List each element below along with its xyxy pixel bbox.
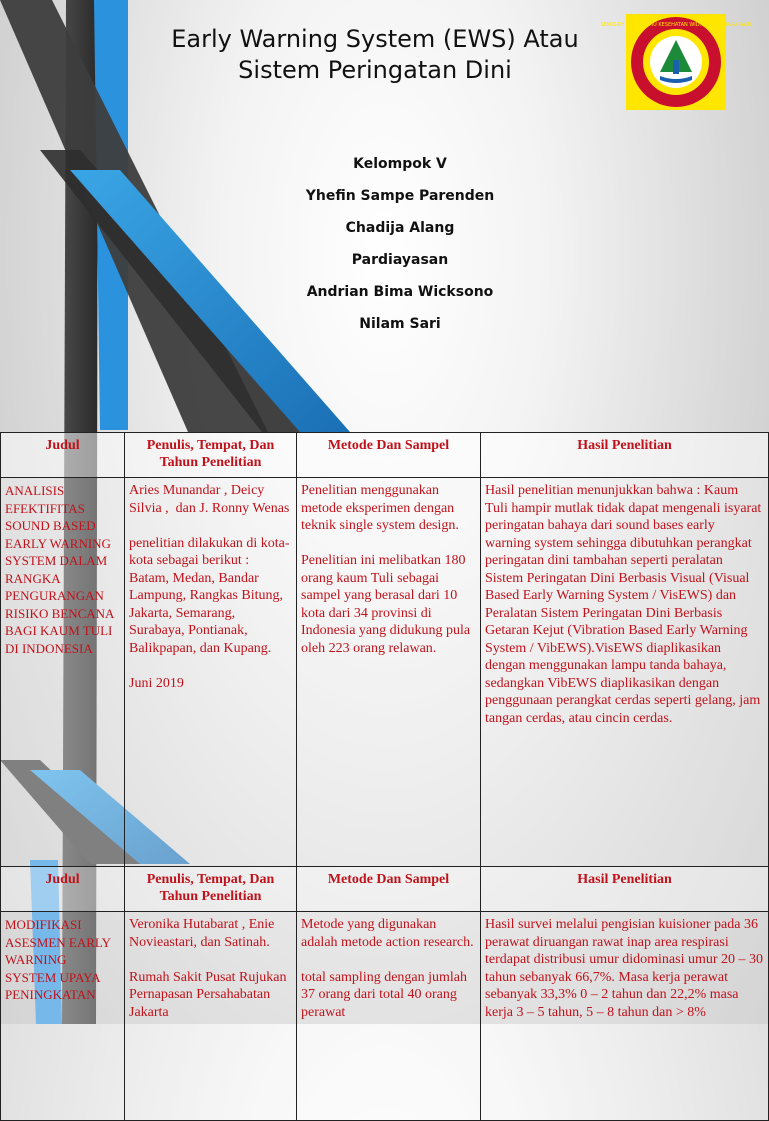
header-penulis: Penulis, Tempat, Dan Tahun Penelitian [125,433,297,478]
member-line: Kelompok V [353,156,447,172]
member-line: Andrian Bima Wicksono [306,284,494,300]
group-members [230,152,570,344]
cell-penulis: Veronika Hutabarat , Enie Novieastari, dan Satinah. Rumah Sakit Pusat Rujukan Pernapasan Persahabatan Jakarta [125,912,297,1121]
cell-judul: MODIFIKASI ASESMEN EARLY WARNING SYSTEM UPAYA PENINGKATAN [1,912,125,1121]
emblem-lettering: SEKOLAH TINGGI ILMU KESEHATAN WIDYA NUSANTARA PALU [600,22,752,28]
research-table-2 [0,866,769,1121]
member-line: Chadija Alang [345,220,455,236]
header-hasil: Hasil Penelitian [481,867,769,912]
member-line: Pardiayasan [351,252,449,268]
research-table-1 [0,432,769,867]
header-judul: Judul [1,867,125,912]
table-header-row [1,867,769,912]
school-emblem-icon [600,14,752,110]
header-penulis: Penulis, Tempat, Dan Tahun Penelitian [125,867,297,912]
header-metode: Metode Dan Sampel [297,867,481,912]
table-row [1,912,769,1121]
cell-metode: Metode yang digunakan adalah metode action research. total sampling dengan jumlah 37 orang dari total 40 orang perawat [297,912,481,1121]
member-line: Nilam Sari [359,316,441,332]
header-hasil: Hasil Penelitian [481,433,769,478]
table-row [1,478,769,867]
table-header-row [1,433,769,478]
header-metode: Metode Dan Sampel [297,433,481,478]
slide-title: Early Warning System (EWS) Atau Sistem Peringatan Dini [171,25,579,84]
cell-hasil: Hasil penelitian menunjukkan bahwa : Kaum Tuli hampir mutlak tidak dapat mengenali isyarat peringatan bahaya dari sound bases early warning system sehingga dibutuhkan perangkat peringatan dini tambahan seperti peralatan Sistem Peringatan Dini Berbasis Visual (Visual Based Early Warning System / VisEWS) dan Peralatan Sistem Peringatan Dini Berbasis Getaran Kejut (Vibration Based Early Warning System / VibEWS).VisEWS diaplikasikan dengan menggunakan lampu tanda bahaya, sedangkan VibEWS diaplikasikan dengan penggunaan perangkat cerdas seperti gelang, jam tangan cerdas, atau cincin cerdas. [481,478,769,867]
header-judul: Judul [1,433,125,478]
cell-metode: Penelitian menggunakan metode eksperimen dengan teknik single system design. Penelitian ini melibatkan 180 orang kaum Tuli sebagai sampel yang berasal dari 10 kota dari 34 provinsi di Indonesia yang didukung pula oleh 223 orang relawan. [297,478,481,867]
cell-penulis: Aries Munandar , Deicy Silvia , dan J. Ronny Wenas penelitian dilakukan di kota-kota sebagai berikut : Batam, Medan, Bandar Lampung, Rangkas Bitung, Jakarta, Semarang, Surabaya, Pontianak, Balikpapan, dan Kupang. Juni 2019 [125,478,297,867]
cell-hasil: Hasil survei melalui pengisian kuisioner pada 36 perawat diruangan rawat inap area respirasi terdapat distribusi umur didominasi umur 20 – 30 tahun sebanyak 66,7%. Masa kerja perawat sebanyak 33,3% 0 – 2 tahun dan 22,2% masa kerja 3 – 5 tahun, 5 – 8 tahun dan > 8% [481,912,769,1121]
cell-judul: ANALISIS EFEKTIFITAS SOUND BASED EARLY WARNING SYSTEM DALAM RANGKA PENGURANGAN RISIKO BENCANA BAGI KAUM TULI DI INDONESIA [1,478,125,867]
member-line: Yhefin Sampe Parenden [305,188,495,204]
